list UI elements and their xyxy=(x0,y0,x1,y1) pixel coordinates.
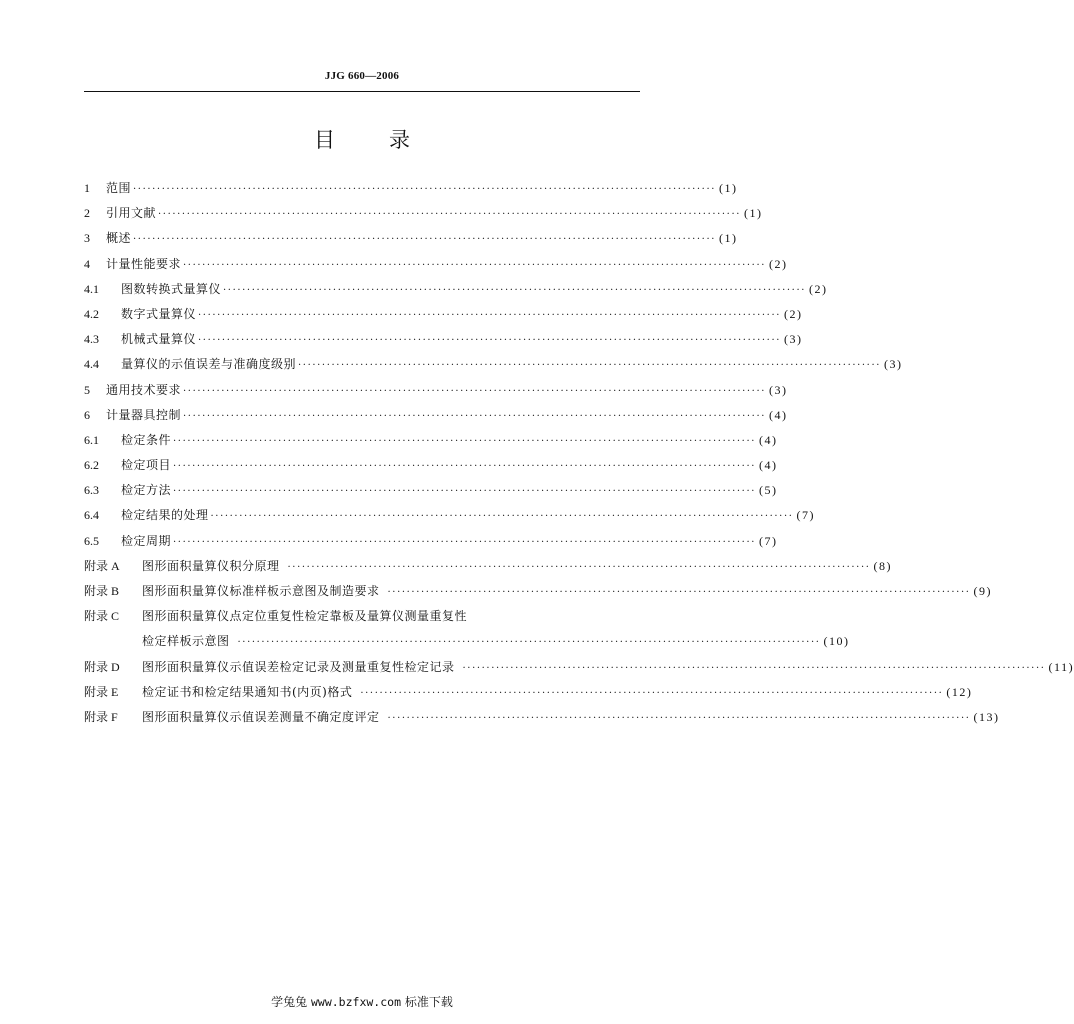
toc-entry-page: (1) xyxy=(744,206,763,221)
footer-tagline: 标准下载 xyxy=(404,995,453,1009)
toc-entry-appendix-d[interactable] xyxy=(84,655,1074,680)
toc-entry-title: 量算仪的示值误差与准确度级别 xyxy=(121,357,297,372)
dot-leader: ·························································································································· xyxy=(387,587,971,598)
dot-leader: ·························································································································· xyxy=(462,662,1046,674)
toc-entry-title: 计量性能要求 xyxy=(106,256,182,271)
toc-entry-title: 检定证书和检定结果通知书(内页)格式 xyxy=(142,684,353,699)
toc-entry-appendix-e[interactable] xyxy=(84,680,973,705)
toc-entry-number: 4 xyxy=(84,256,90,271)
toc-entry-number: 6.3 xyxy=(84,483,99,498)
toc-entry-number: 1 xyxy=(84,181,90,195)
toc-entry-title-continued: 检定样板示意图 xyxy=(142,634,230,649)
header-rule xyxy=(84,91,640,92)
toc-title-char-2: 录 xyxy=(389,128,410,152)
toc-title xyxy=(84,124,640,154)
toc-entry-4-2[interactable] xyxy=(84,302,803,327)
footer-url[interactable]: www.bzfxw.com xyxy=(310,995,401,1009)
toc-entry-page: (1) xyxy=(719,181,738,195)
toc-entry-title: 检定结果的处理 xyxy=(121,508,209,523)
toc-entry-number: 4.2 xyxy=(84,306,99,321)
dot-leader: ·························································································································· xyxy=(360,687,944,699)
toc-entry-number: 附录 F xyxy=(84,709,118,724)
toc-entry-title: 通用技术要求 xyxy=(106,382,182,397)
toc-entry-title: 检定条件 xyxy=(121,432,172,447)
dot-leader: ·························································································································· xyxy=(198,335,782,347)
toc-entry-page: (4) xyxy=(759,458,778,473)
toc-entry-title: 检定方法 xyxy=(121,483,172,498)
toc-entry-title: 检定项目 xyxy=(121,458,172,473)
toc-entry-6-5[interactable] xyxy=(84,529,778,554)
toc-entry-title: 图形面积量算仪标准样板示意图及制造要求 xyxy=(142,584,380,598)
toc-entry-6-3[interactable] xyxy=(84,478,778,503)
dot-leader: ·························································································································· xyxy=(183,410,767,422)
toc-entry-appendix-c[interactable] xyxy=(84,604,640,629)
toc-entry-page: (7) xyxy=(759,533,778,548)
dot-leader: ·························································································································· xyxy=(223,284,807,296)
toc-entry-4[interactable] xyxy=(84,252,788,277)
toc-entry-6-1[interactable] xyxy=(84,428,778,453)
document-code-header: JJG 660—2006 xyxy=(324,70,400,82)
toc-entry-page: (3) xyxy=(769,382,788,397)
dot-leader: ·························································································································· xyxy=(183,385,767,397)
toc-entry-appendix-c-continued[interactable] xyxy=(84,629,850,654)
toc-entry-title: 图数转换式量算仪 xyxy=(121,281,222,296)
dot-leader: ·························································································································· xyxy=(133,184,717,195)
toc-entry-4-3[interactable] xyxy=(84,327,803,352)
toc-entry-3[interactable] xyxy=(84,226,738,251)
toc-entry-page: (10) xyxy=(823,634,850,649)
footer-watermark xyxy=(0,993,724,1010)
toc-entry-4-1[interactable] xyxy=(84,277,828,302)
toc-entry-number: 3 xyxy=(84,231,90,246)
dot-leader: ·························································································································· xyxy=(173,486,757,498)
toc-entry-number: 附录 D xyxy=(84,659,120,674)
toc-entry-number: 4.1 xyxy=(84,281,99,296)
toc-entry-title: 检定周期 xyxy=(121,533,172,548)
dot-leader: ·························································································································· xyxy=(173,461,757,473)
dot-leader: ·························································································································· xyxy=(183,259,767,271)
toc-title-char-1: 目 xyxy=(314,128,335,152)
dot-leader: ·························································································································· xyxy=(237,637,821,649)
toc-entry-number: 附录 A xyxy=(84,558,120,573)
toc-entry-page: (2) xyxy=(784,306,803,321)
toc-entry-page: (3) xyxy=(884,357,903,372)
toc-entry-appendix-b[interactable] xyxy=(84,579,993,604)
dot-leader: ·························································································································· xyxy=(210,511,794,523)
toc-entry-page: (12) xyxy=(946,684,973,699)
toc-entry-5[interactable] xyxy=(84,378,788,403)
toc-entry-title: 数字式量算仪 xyxy=(121,306,197,321)
toc-entry-page: (8) xyxy=(873,558,893,573)
toc-entry-appendix-a[interactable] xyxy=(84,554,893,579)
dot-leader: ·························································································································· xyxy=(198,309,782,321)
toc-entry-number: 附录 E xyxy=(84,684,119,699)
dot-leader: ·························································································································· xyxy=(298,360,882,372)
toc-entry-number: 6.1 xyxy=(84,432,99,447)
toc-entry-number: 6.4 xyxy=(84,508,99,523)
toc-entry-4-4[interactable] xyxy=(84,352,903,377)
toc-entry-number: 6.2 xyxy=(84,458,99,473)
toc-entry-number: 2 xyxy=(84,206,90,221)
toc-entry-page: (1) xyxy=(719,231,738,246)
toc-entry-appendix-f[interactable] xyxy=(84,705,1000,730)
toc-entry-page: (7) xyxy=(796,508,816,523)
toc-entry-number: 附录 B xyxy=(84,584,120,598)
dot-leader: ·························································································································· xyxy=(158,209,742,221)
toc-entry-title: 图形面积量算仪点定位重复性检定靠板及量算仪测量重复性 xyxy=(142,609,468,624)
toc-entry-page: (5) xyxy=(759,483,778,498)
toc-entry-page: (13) xyxy=(973,709,1000,724)
toc-entry-number: 4.3 xyxy=(84,332,99,347)
toc-entry-title: 图形面积量算仪示值误差测量不确定度评定 xyxy=(142,709,380,724)
toc-entry-page: (9) xyxy=(973,584,993,598)
toc-entry-number: 6.5 xyxy=(84,533,99,548)
toc-entry-6-4[interactable] xyxy=(84,503,816,528)
dot-leader: ·························································································································· xyxy=(387,712,971,724)
toc-entry-page: (2) xyxy=(769,256,788,271)
toc-entry-number: 6 xyxy=(84,407,90,422)
dot-leader: ·························································································································· xyxy=(133,234,717,246)
toc-entry-1[interactable] xyxy=(84,176,738,201)
dot-leader: ·························································································································· xyxy=(173,536,757,548)
toc-entry-page: (2) xyxy=(809,281,828,296)
toc-entry-page: (4) xyxy=(759,432,778,447)
toc-entry-title: 图形面积量算仪积分原理 xyxy=(142,558,280,573)
toc-entry-6[interactable] xyxy=(84,403,788,428)
toc-entry-title: 引用文献 xyxy=(106,206,157,221)
toc-entry-page: (4) xyxy=(769,407,788,422)
toc-entry-6-2[interactable] xyxy=(84,453,778,478)
footer-brand: 学兔兔 xyxy=(271,995,308,1009)
toc-entry-page: (11) xyxy=(1048,659,1074,674)
toc-entry-title: 计量器具控制 xyxy=(106,407,182,422)
toc-entry-title: 机械式量算仪 xyxy=(121,332,197,347)
toc-entry-number: 4.4 xyxy=(84,357,99,372)
table-of-contents xyxy=(84,176,1074,730)
dot-leader: ·························································································································· xyxy=(173,435,757,447)
toc-entry-number: 附录 C xyxy=(84,609,120,624)
toc-entry-2[interactable] xyxy=(84,201,763,226)
toc-entry-page: (3) xyxy=(784,332,803,347)
toc-entry-title: 图形面积量算仪示值误差检定记录及测量重复性检定记录 xyxy=(142,659,455,674)
dot-leader: ·························································································································· xyxy=(287,561,871,573)
toc-entry-number: 5 xyxy=(84,382,90,397)
toc-entry-title: 范围 xyxy=(106,181,132,195)
toc-entry-title: 概述 xyxy=(106,231,132,246)
